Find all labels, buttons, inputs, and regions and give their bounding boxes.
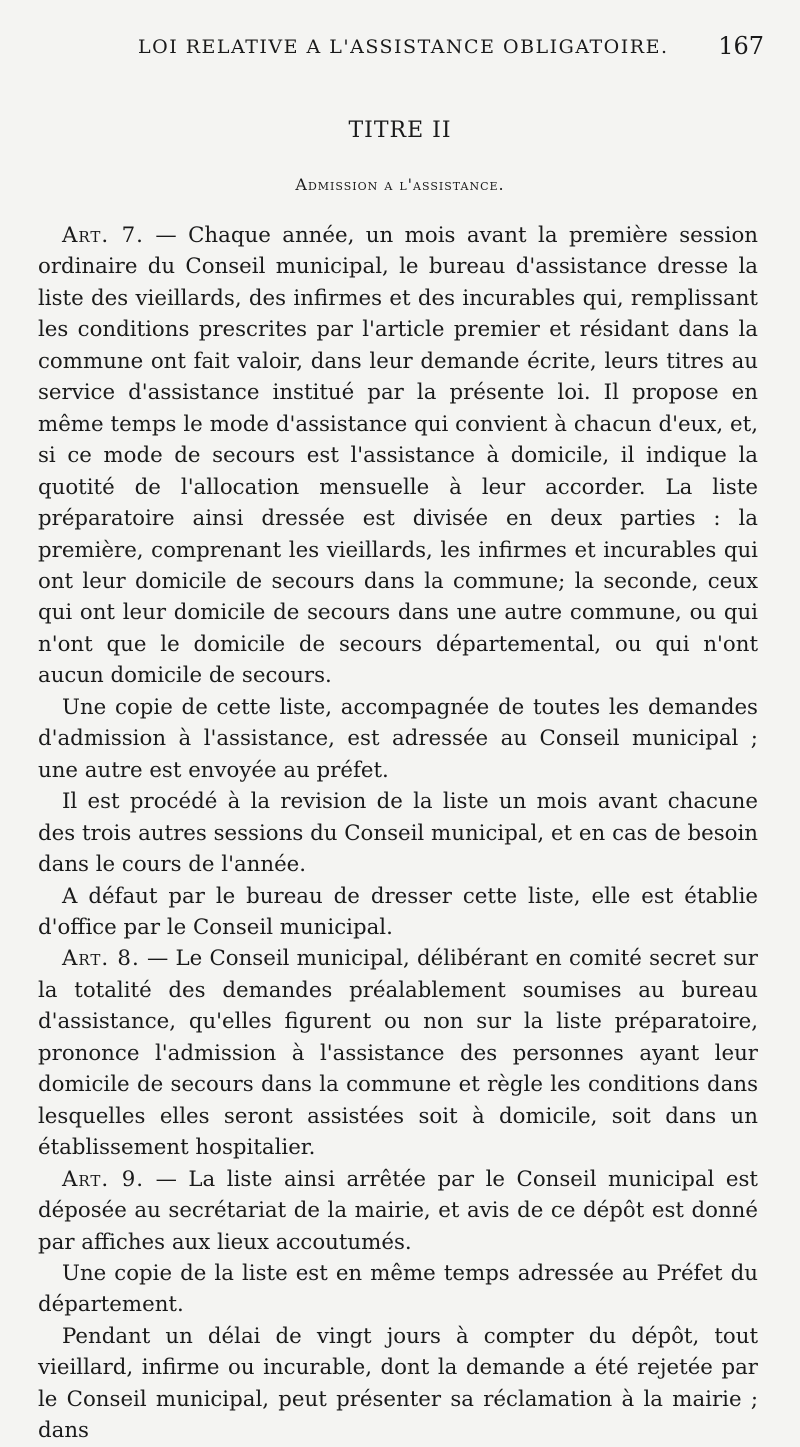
section-heading: Admission a l'assistance.	[295, 175, 505, 194]
paragraph-text: Une copie de la liste est en même temps adressée au Préfet du département.	[38, 1260, 758, 1318]
paragraph	[38, 1258, 758, 1321]
paragraph-text: — La liste ainsi arrêtée par le Conseil municipal est déposée au secrétariat de la mairie, et avis de ce dépôt est donné par affiches aux lieux accoutumés.	[38, 1166, 758, 1255]
article-label: Art. 8.	[62, 946, 140, 972]
running-title: LOI RELATIVE A L'ASSISTANCE OBLIGATOIRE.	[138, 36, 669, 58]
page-number: 167	[718, 32, 764, 60]
paragraph-art-9	[38, 1164, 758, 1258]
paragraph-art-7	[38, 220, 758, 692]
paragraph-text: A défaut par le bureau de dresser cette liste, elle est établie d'office par le Conseil municipal.	[38, 883, 758, 940]
article-label: Art. 9.	[62, 1166, 145, 1192]
paragraph-text: Il est procédé à la revision de la liste un mois avant chacune des trois autres sessions du Conseil municipal, et en cas de besoin dans le cours de l'année.	[38, 789, 758, 878]
article-label: Art. 7.	[62, 223, 144, 248]
paragraph-art-8	[38, 943, 758, 1163]
paragraph-text: Pendant un délai de vingt jours à compter du dépôt, tout vieillard, infirme ou incurable, dont la demande a été rejetée par le Conseil municipal, peut présenter sa réclamation à la mairie ; dans	[38, 1323, 758, 1444]
paragraph	[38, 692, 758, 786]
part-title: TITRE II	[348, 118, 452, 143]
paragraph	[38, 881, 758, 944]
body-text	[38, 220, 758, 1447]
paragraph-text: — Chaque année, un mois avant la première session ordinaire du Conseil municipal, le bureau d'assistance dresse la liste des vieillards, des infirmes et des incurables qui, remplissant les conditions prescrites par l'article premier et résidant dans la commune ont fait valoir, dans leur demande écrite, leurs titres au service d'assistance institué par la présente loi. Il propose en même temps le mode d'assistance qui convient à chacun d'eux, et, si ce mode de secours est l'assistance à domicile, il indique la quotité de l'allocation mensuelle à leur accorder. La liste préparatoire ainsi dressée est divisée en deux parties : la première, comprenant les vieillards, les infirmes et incurables qui ont leur domicile de secours dans la commune; la seconde, ceux qui ont leur domicile de secours dans une autre commune, ou qui n'ont que le domicile de secours départemental, ou qui n'ont aucun domicile de secours.	[38, 223, 758, 689]
paragraph	[38, 786, 758, 880]
paragraph	[38, 1321, 758, 1447]
paragraph-text: Une copie de cette liste, accompagnée de toutes les demandes d'admission à l'assistance, est adressée au Conseil municipal ; une autre est envoyée au préfet.	[38, 694, 758, 783]
paragraph-text: — Le Conseil municipal, délibérant en comité secret sur la totalité des demandes préalablement soumises au bureau d'assistance, qu'elles figurent ou non sur la liste préparatoire, prononce l'admission à l'assistance des personnes ayant leur domicile de secours dans la commune et règle les conditions dans lesquelles elles seront assistées soit à domicile, soit dans un établissement hospitalier.	[38, 946, 758, 1161]
